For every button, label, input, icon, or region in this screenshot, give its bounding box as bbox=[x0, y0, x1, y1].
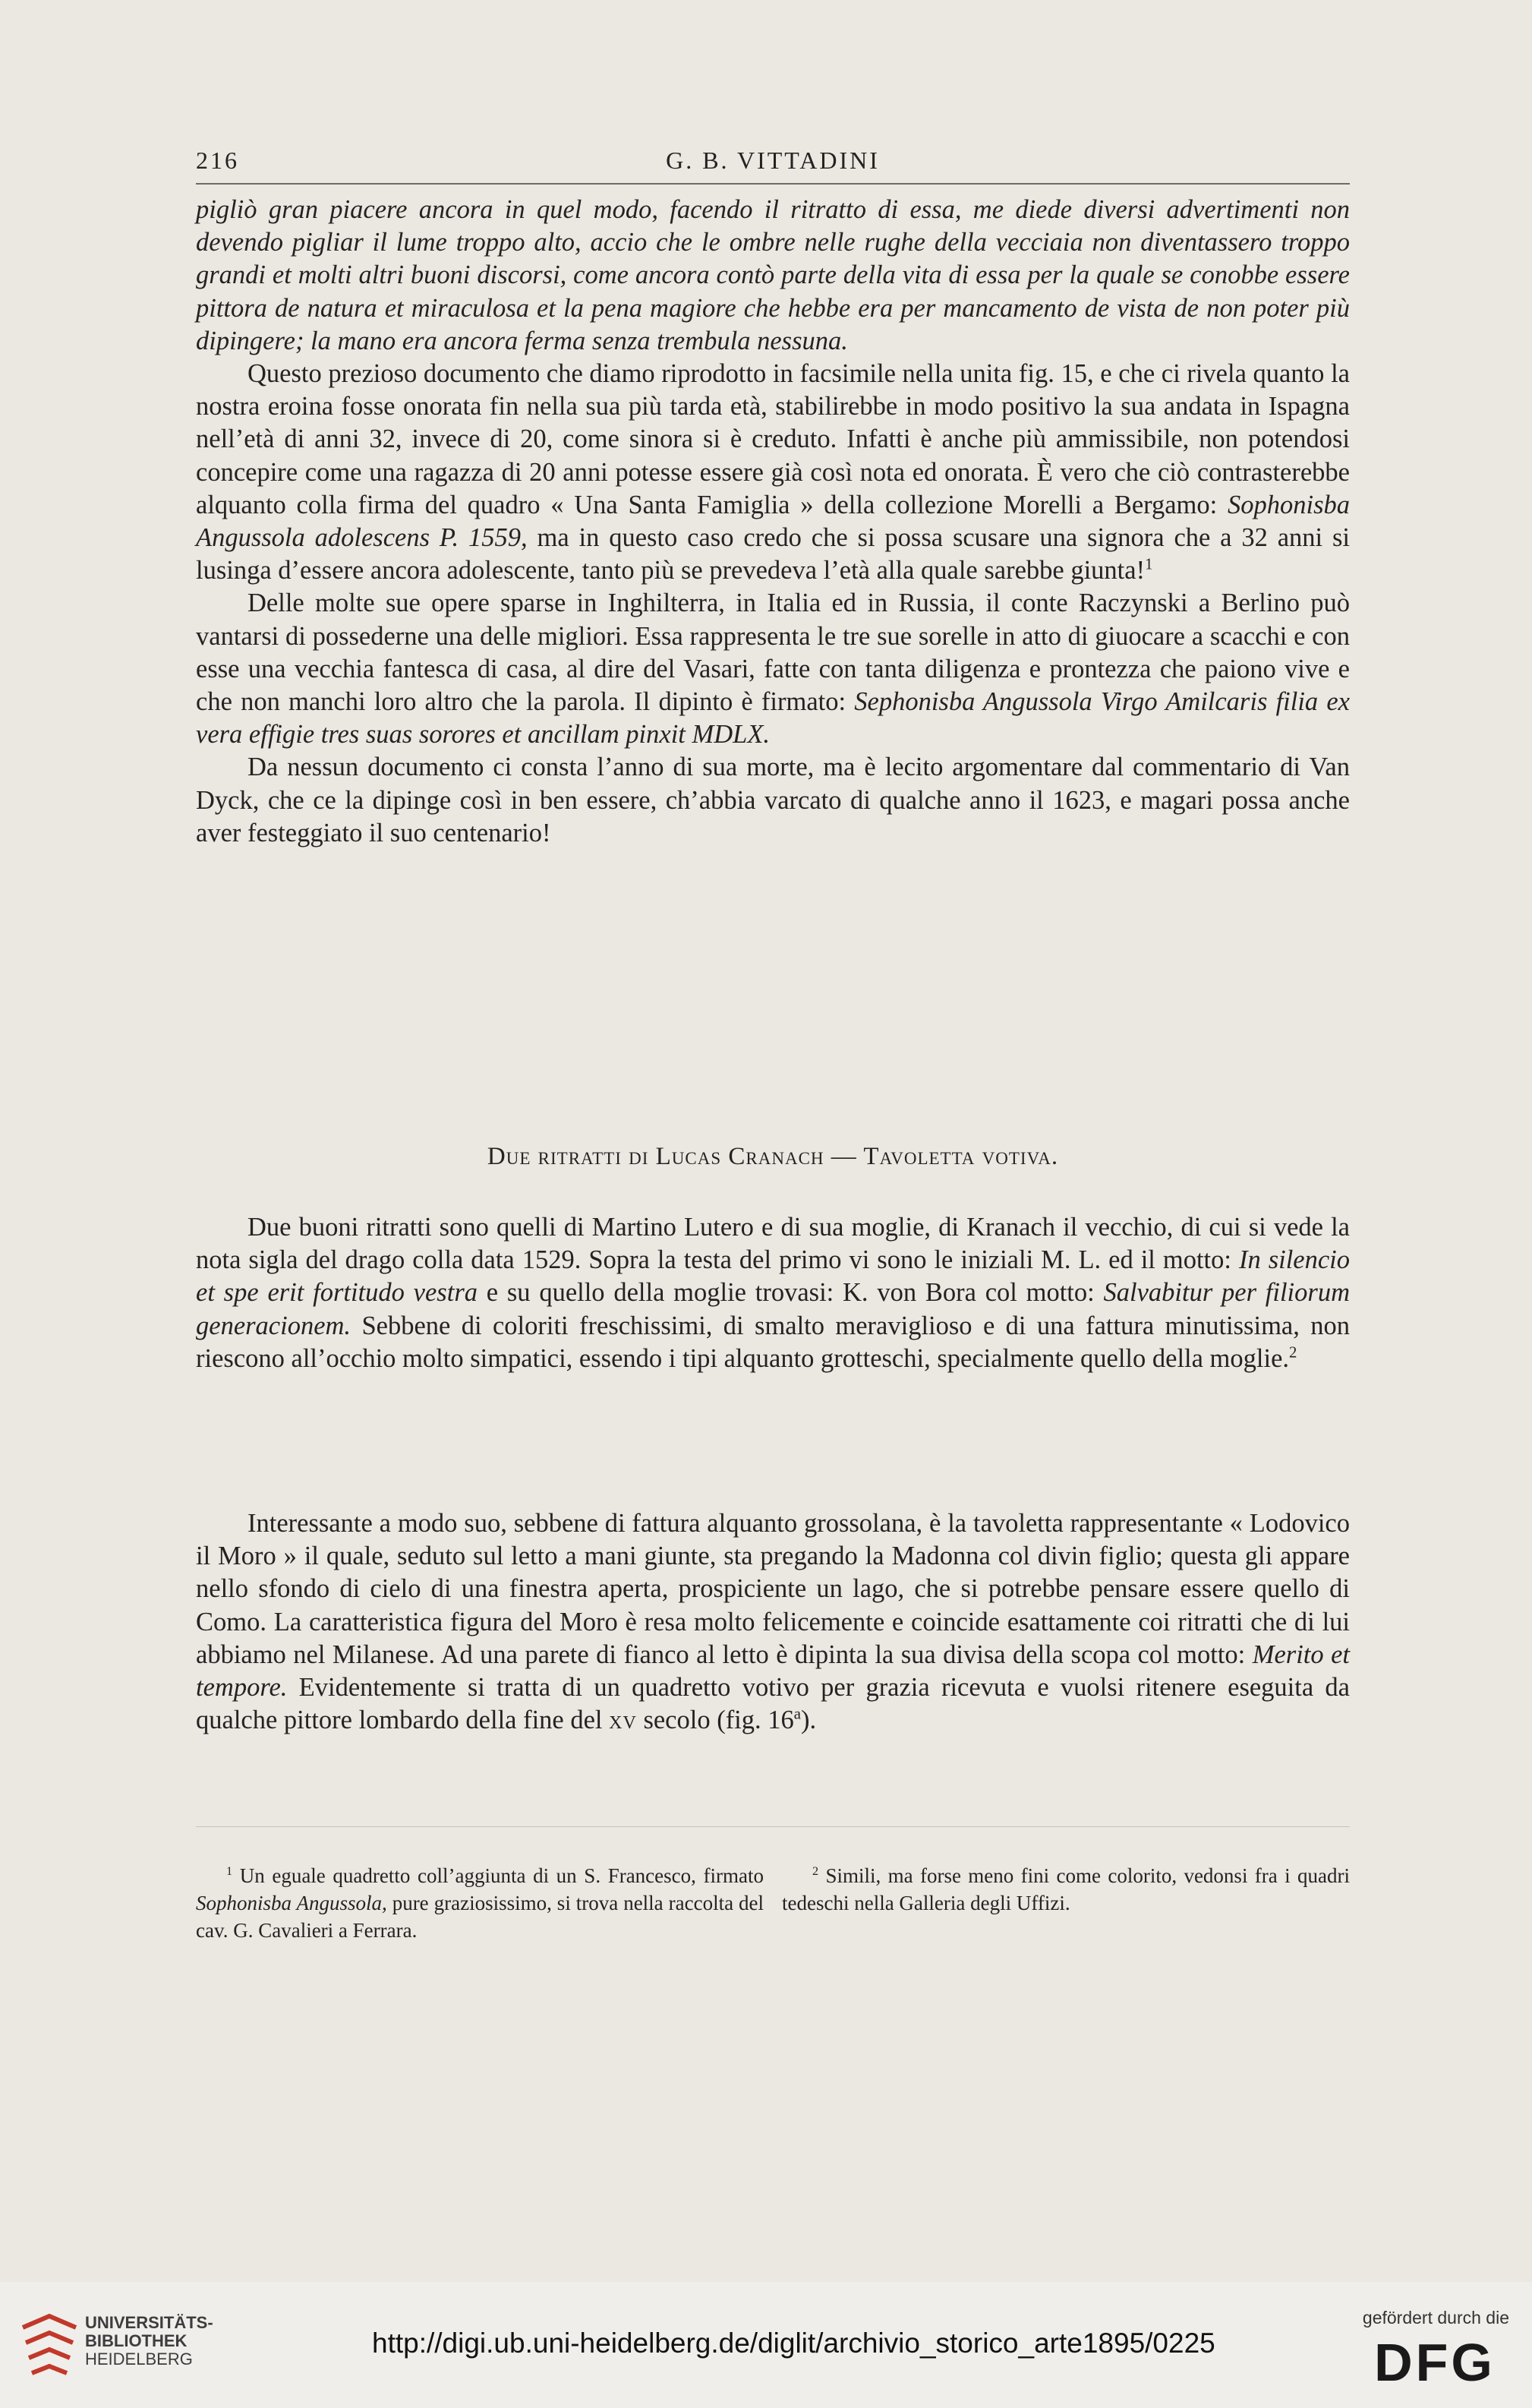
main-text-upper bbox=[196, 194, 1350, 850]
paragraph-text: Questo prezioso documento che diamo riprodotto in facsimile nella unita fig. 15, e che ci rivela quanto la nostra eroina fosse onorata fin nella sua più tarda età, stabilirebbe in modo positivo la sua andata in Ispagna nell’età di anni 32, invece di 20, come sinora si è creduto. Infatti è anche più ammissibile, non potendosi concepire come una ragazza di 20 anni potesse essere già così nota ed onorata. È vero che ciò contrasterebbe alquanto colla firma del quadro « Una Santa Famiglia » della collezione Morelli a Bergamo: bbox=[196, 359, 1350, 519]
paragraph-text: Delle molte sue opere sparse in Inghilterra, in Italia ed in Russia, il conte Raczynski a Berlino può vantarsi di possederne una delle migliori. Essa rappresenta le tre sue sorelle in atto di giuocare a scacchi e con esse una vecchia fantesca di casa, al dire del Vasari, fatte con tanta diligenza e prontezza che paiono vive e che non manchi loro altro che la parola. Il dipinto è firmato: bbox=[196, 589, 1350, 717]
permalink-url[interactable]: http://digi.ub.uni-heidelberg.de/diglit/archivio_storico_arte1895/0225 bbox=[372, 2328, 1215, 2359]
paragraph-text: ). bbox=[800, 1706, 817, 1735]
footnote-italic: Sophonisba Angussola, bbox=[196, 1892, 387, 1914]
footnote-number: 1 bbox=[226, 1864, 233, 1878]
library-line: BIBLIOTHEK bbox=[85, 2331, 188, 2350]
running-title: G. B. VITTADINI bbox=[666, 147, 880, 174]
footnote-text: Un eguale quadretto coll’aggiunta di un S. Francesco, firmato bbox=[232, 1864, 764, 1887]
footnote-ref: 1 bbox=[1145, 556, 1153, 573]
library-name[interactable] bbox=[85, 2314, 213, 2369]
paragraph-cranach bbox=[196, 1211, 1350, 1375]
footnote-ref: 2 bbox=[1289, 1344, 1297, 1362]
paragraph-text: e su quello della moglie trovasi: K. von Bora col motto: bbox=[478, 1278, 1104, 1308]
paragraph-text: Evidentemente si tratta di un quadretto votivo per grazia ricevuta e vuolsi ritenere eseguita da qualche pittore lombardo della fine del bbox=[196, 1673, 1350, 1735]
paragraph-votive bbox=[196, 1507, 1350, 1737]
library-line: UNIVERSITÄTS- bbox=[85, 2313, 213, 2332]
library-logo-icon[interactable] bbox=[15, 2312, 84, 2381]
footnote-text: pure graziosissimo, si trova nella raccolta del cav. G. Cavalieri a Ferrara. bbox=[196, 1892, 764, 1942]
century-numeral: xv bbox=[609, 1706, 637, 1735]
paragraph-raczynski bbox=[196, 587, 1350, 751]
paragraph-text: secolo (fig. 16 bbox=[636, 1706, 794, 1735]
footnote-text: Simili, ma forse meno fini come colorito, vedonsi fra i quadri tedeschi nella Galleria degli Uffizi. bbox=[782, 1864, 1350, 1914]
paragraph-text: Due buoni ritratti sono quelli di Martino Lutero e di sua moglie, di Kranach il vecchio, di cui si vede la nota sigla del drago colla data 1529. Sopra la testa del primo vi sono le iniziali M. L. ed il motto: bbox=[196, 1213, 1350, 1275]
main-text-cranach bbox=[196, 1211, 1350, 1375]
section-heading: Due ritratti di Lucas Cranach — Tavoletta votiva. bbox=[487, 1143, 1059, 1170]
footnote-1 bbox=[196, 1862, 764, 1944]
library-line: HEIDELBERG bbox=[85, 2350, 193, 2369]
italic-signature: Sophonisba Angussola adolescens P. 1559, bbox=[196, 490, 1350, 553]
italic-motto: In silencio et spe erit fortitudo vestra bbox=[196, 1245, 1351, 1308]
figure-suffix: a bbox=[793, 1706, 801, 1723]
quoted-document-paragraph: pigliò gran piacere ancora in quel modo, facendo il ritratto di essa, me diede diversi advertimenti non devendo pigliar il lume troppo alto, accio che le ombre nelle rughe della vecciaia non diventassero troppo grandi et molti altri buoni discorsi, come ancora contò parte della vita di essa per la quale se conobbe essere pittora de natura et miraculosa et la pena magiore che hebbe era per mancamento de vista de non poter più dipingere; la mano era ancora ferma senza trembula nessuna. bbox=[196, 195, 1350, 355]
paragraph-facsimile bbox=[196, 358, 1350, 587]
funder-label: gefördert durch die bbox=[1362, 2308, 1509, 2328]
footnote-number: 2 bbox=[812, 1864, 819, 1878]
footnote-divider bbox=[196, 1826, 1350, 1827]
page-header bbox=[196, 140, 1350, 185]
paragraph-death: Da nessun documento ci consta l’anno di sua morte, ma è lecito argomentare dal commentario di Van Dyck, che ce la dipinge così in ben essere, ch’abbia varcato di qualche anno il 1623, e magari possa anche aver festeggiato il suo centenario! bbox=[196, 753, 1350, 847]
viewer-footer bbox=[0, 2282, 1532, 2408]
paragraph-text: Interessante a modo suo, sebbene di fattura alquanto grossolana, è la tavoletta rappresentante « Lodovico il Moro » il quale, seduto sul letto a mani giunte, sta pregando la Madonna col divin figlio; questa gli appare nello sfondo di cielo di una finestra aperta, prospiciente un lago, che si potrebbe pensare essere quello di Como. La caratteristica figura del Moro è resa molto felicemente e coincide esattamente coi ritratti che di lui abbiamo nel Milanese. Ad una parete di fianco al letto è dipinta la sua divisa della scopa col motto: bbox=[196, 1509, 1350, 1669]
page-number: 216 bbox=[196, 147, 239, 174]
footnote-2 bbox=[782, 1862, 1350, 1917]
italic-motto: Merito et tempore. bbox=[196, 1640, 1350, 1703]
italic-signature: Sephonisba Angussola Virgo Amilcaris filia ex vera effigie tres suas sorores et ancillam pinxit MDLX. bbox=[196, 687, 1350, 750]
paragraph-text: Sebbene di coloriti freschissimi, di smalto meraviglioso e di una fattura minutissima, non riescono all’occhio molto simpatici, essendo i tipi alquanto grotteschi, specialmente quello della moglie. bbox=[196, 1311, 1350, 1373]
dfg-logo-text: DFG bbox=[1374, 2334, 1496, 2388]
paragraph-text: ma in questo caso credo che si possa scusare una signora che a 32 anni si lusinga d’essere ancora adolescente, tanto più se prevedeva l’età alla quale sarebbe giunta! bbox=[196, 523, 1351, 585]
main-text-votive bbox=[196, 1507, 1350, 1737]
dfg-logo-icon[interactable] bbox=[1360, 2334, 1509, 2388]
italic-motto: Salvabitur per filiorum generacionem. bbox=[196, 1278, 1350, 1340]
